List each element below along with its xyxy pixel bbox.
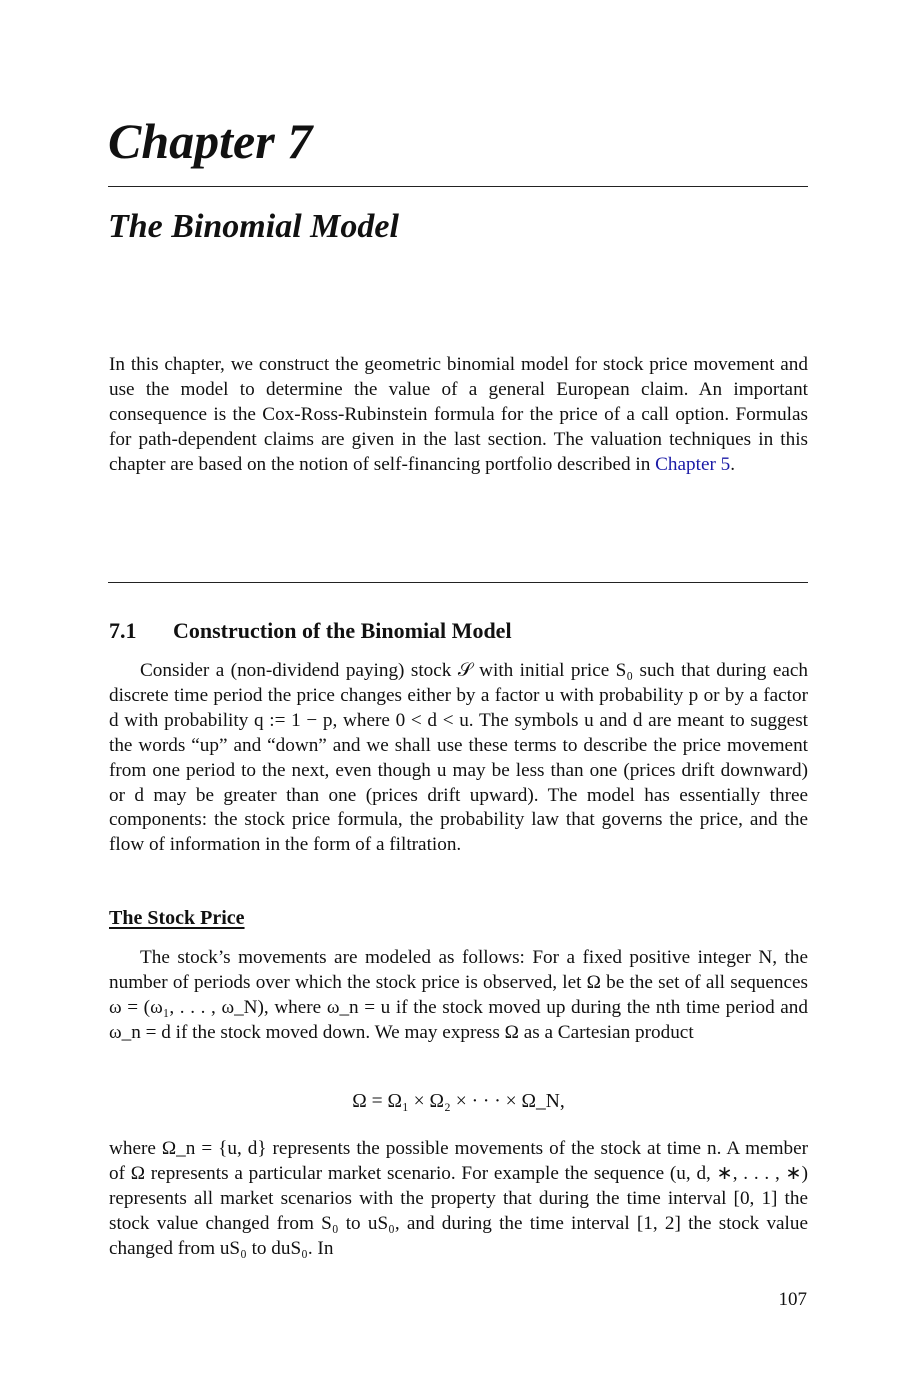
stock-price-paragraph-continued: where Ω_n = {u, d} represents the possible movements of the stock at time n. A member of Ω represents a particular market scenario. For example the sequence (u, d, ∗, . . . , ∗) represents all market scenarios with the property that during the time interval [0, 1] the stock value changed from S₀ to uS₀, and during the time interval [1, 2] the stock value changed from uS₀ to duS₀. In: [109, 1138, 808, 1259]
page-number: 107: [778, 1289, 807, 1310]
stock-price-paragraph: The stock’s movements are modeled as follows: For a fixed positive integer N, the number of periods over which the stock price is observed, let Ω be the set of all sequences ω = (ω₁, . . . , ω_N), where ω_n = u if the stock moved up during the nth time period and ω_n = d if the stock moved down. We may express Ω as a Cartesian product: [109, 947, 808, 1043]
chapter-5-link[interactable]: Chapter 5: [655, 453, 731, 475]
chapter-rule: [108, 186, 808, 187]
section-number: 7.1: [109, 618, 137, 643]
subsection-heading: The Stock Price: [109, 907, 245, 929]
section-heading: [109, 620, 808, 642]
abstract-end: .: [730, 453, 736, 475]
section-paragraph: Consider a (non-dividend paying) stock 𝒮 with initial price S₀ such that during each discrete time period the price changes either by a factor u with probability p or by a factor d with probability q := 1 − p, where 0 < d < u. The symbols u and d are meant to suggest the words “up” and “down” and we shall use these terms to describe the price movement from one period to the next, even though u may be less than one (prices drift downward) or d may be greater than one (prices drift upward). The model has essentially three components: the stock price formula, the probability law that governs the price, and the flow of information in the form of a filtration.: [109, 660, 808, 856]
abstract-text: In this chapter, we construct the geometric binomial model for stock price movement and use the model to determine the value of a general European claim. An important consequence is the Cox-Ross-Rubinstein formula for the price of a call option. Formulas for path-dependent claims are given in the last section. The valuation techniques in this chapter are based on the notion of self-financing portfolio described in: [109, 354, 808, 475]
abstract-rule: [108, 582, 808, 583]
display-equation: Ω = Ω₁ × Ω₂ × · · · × Ω_N,: [352, 1091, 565, 1112]
chapter-title: The Binomial Model: [108, 208, 399, 245]
chapter-abstract: [109, 353, 808, 478]
section-title: Construction of the Binomial Model: [173, 618, 512, 643]
chapter-label: Chapter 7: [108, 113, 313, 169]
